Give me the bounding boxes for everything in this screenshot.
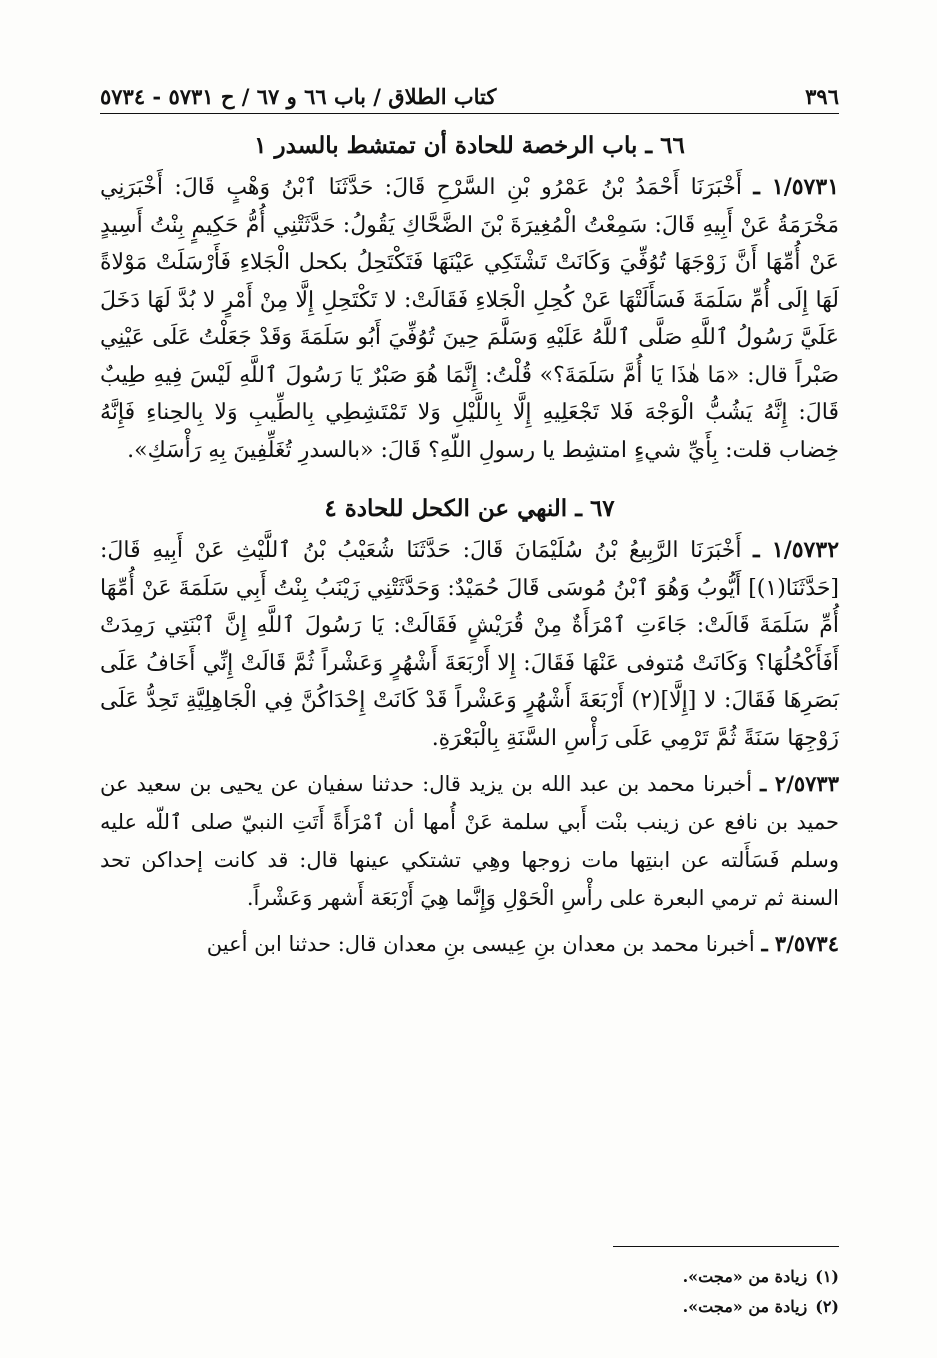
chapter-title-67: ٦٧ ـ النهي عن الكحل للحادة ٤	[324, 495, 615, 522]
hadith-text: أخبرنا محمد بن عبد الله بن يزيد قال: حدثنا سفيان عن يحيى بن سعيد عن حميد بن نافع عن زينب بنْت أَبي سلمة عَنْ أُمها أن ٱمْرَأَةً أَتَتِ النبيّ صلى ٱللّه عليه وسلم فَسَأَلته عن ابنتِها مات زوجها وهِي تشتكي عينها قال: قد كانت إحداكن تحد السنة ثم ترمي البعرة على رأْسِ الْحَوْلِ وَإِنَّما هِيَ أَرْبَعَة أَشهر وَعَشْراً.	[100, 772, 839, 910]
footnote-2	[100, 1292, 839, 1322]
hadith-number: ٣/٥٧٣٤ ـ	[761, 931, 839, 956]
hadith-text: أخبرنا محمد بن معدان بنِ عِيسى بنِ معدان قال: حدثنا ابن أعين	[206, 932, 755, 956]
footnote-text: زيادة من «مجت».	[682, 1297, 808, 1316]
footnote-1	[100, 1262, 839, 1292]
chapter-title-66: ٦٦ ـ باب الرخصة للحادة أن تمتشط بالسدر ١	[254, 132, 685, 159]
hadith-text: أَخْبَرَنَا أَحْمَدُ بْنُ عَمْرُو بْنِ السَّرْحِ قَالَ: حَدَّثَنَا ٱبْنُ وَهْبٍ قَالَ: أَخْبَرَنِي مَخْرَمَةُ عَنْ أَبِيهِ قَالَ: سَمِعْتُ الْمُغِيرَةَ بْنَ الضَّحَّاكِ يَقُولُ: حَدَّثَتْنِي أُمُّ حَكِيمٍ بِنْتُ أَسِيدٍ عَنْ أُمِّهَا أَنَّ زَوْجَهَا تُوُفِّيَ وَكَانَتْ تَشْتَكِي عَيْنَهَا فَتَكْتَحِلُ بكحل الْجَلاءِ فَأَرْسَلَتْ مَوْلاةً لَهَا إِلَى أُمِّ سَلَمَةَ فَسَأَلَتْهَا عَنْ كُحِلِ الْجَلاءِ فَقَالَتْ: لا تَكْتَحِلِ إِلَّا مِنْ أَمْرٍ لا بُدَّ لَهَا دَخَلَ عَلَيَّ رَسُولُ ٱللَّهِ صَلَّى ٱللَّهُ عَلَيْهِ وَسَلَّمَ حِينَ تُوُفِّيَ أَبُو سَلَمَةَ وَقَدْ جَعَلْتُ عَلَى عَيْنِي صَبْراً قال: «مَا هٰذَا يَا أُمَّ سَلَمَةَ؟» قُلْتُ: إِنَّمَا هُوَ صَبْرٌ يَا رَسُولَ ٱللَّهِ لَيْسَ فِيهِ طِيبٌ قَالَ: إِنَّهُ يَشُبُّ الْوَجْهَ فَلا تَجْعَلِيهِ إِلَّا بِاللَّيْلِ وَلا تَمْتَشِطِي بِالطِّيبِ وَلا بِالحِناءِ فَإِنَّهُ خِضاب قلت: بِأَيِّ شيءٍ امتشِط يا رسولِ اللّهِ؟ قَالَ: «بالسدرِ تُغَلِّفِينَ بِهِ رَأْسَكِ».	[100, 175, 839, 463]
hadith-5731	[100, 169, 839, 469]
hadith-5734	[100, 925, 839, 963]
footnote-marker: (١)	[815, 1267, 839, 1286]
page-number: ٣٩٦	[805, 84, 839, 109]
footnote-divider	[613, 1246, 839, 1247]
hadith-5732	[100, 532, 839, 757]
running-header	[100, 84, 839, 114]
hadith-number: ٢/٥٧٣٣ ـ	[760, 771, 839, 796]
footnotes	[100, 1262, 839, 1322]
hadith-number: ١/٥٧٣١ ـ	[753, 174, 840, 200]
hadith-5733	[100, 765, 839, 917]
footnote-text: زيادة من «مجت».	[682, 1267, 808, 1286]
hadith-text: أَخْبَرَنَا الرَّبِيعُ بْنُ سُلَيْمَانَ قَالَ: حَدَّثَنَا شُعَيْبُ بْنُ ٱللَّيْثِ عَنْ أَبِيهِ قَالَ: [حَدَّثَنَا(١)] أَيُّوبُ وَهُوَ ٱبْنُ مُوسَى قَالَ حُمَيْدٌ: وَحَدَّثَتْنِي زَيْنَبُ بِنْتُ أَبِي سَلَمَةَ عَنْ أُمِّهَا أُمِّ سَلَمَةَ قَالَتْ: جَاءَتِ ٱمْرَأَةٌ مِنْ قُرَيْشٍ فَقَالَتْ: يَا رَسُولَ ٱللَّهِ إِنَّ ٱبْنَتِي رَمِدَتْ أَفَأَكْحُلُهَا؟ وَكَانَتْ مُتوفى عَنْهَا فَقَالَ: إِلا أَرْبَعَةَ أَشْهُرٍ وَعَشْراً ثُمَّ قَالَتْ إِنِّي أَخَافُ عَلَى بَصَرِهَا فَقَالَ: لا [إِلَّا](٢) أَرْبَعَةَ أَشْهُرٍ وَعَشْراً قَدْ كَانَتْ إِحْدَاكُنَّ فِي الْجَاهِلِيَّةِ تَحِدُّ عَلَى زَوْجِهَا سَنَةً ثُمَّ تَرْمِي عَلَى رَأْسِ السَّنَةِ بِالْبَعْرَةِ.	[100, 538, 840, 751]
footnote-marker: (٢)	[815, 1297, 839, 1316]
hadith-number: ١/٥٧٣٢ ـ	[753, 537, 840, 563]
running-title: كتاب الطلاق / باب ٦٦ و ٦٧ / ح ٥٧٣١ - ٥٧٣٤	[100, 84, 497, 109]
